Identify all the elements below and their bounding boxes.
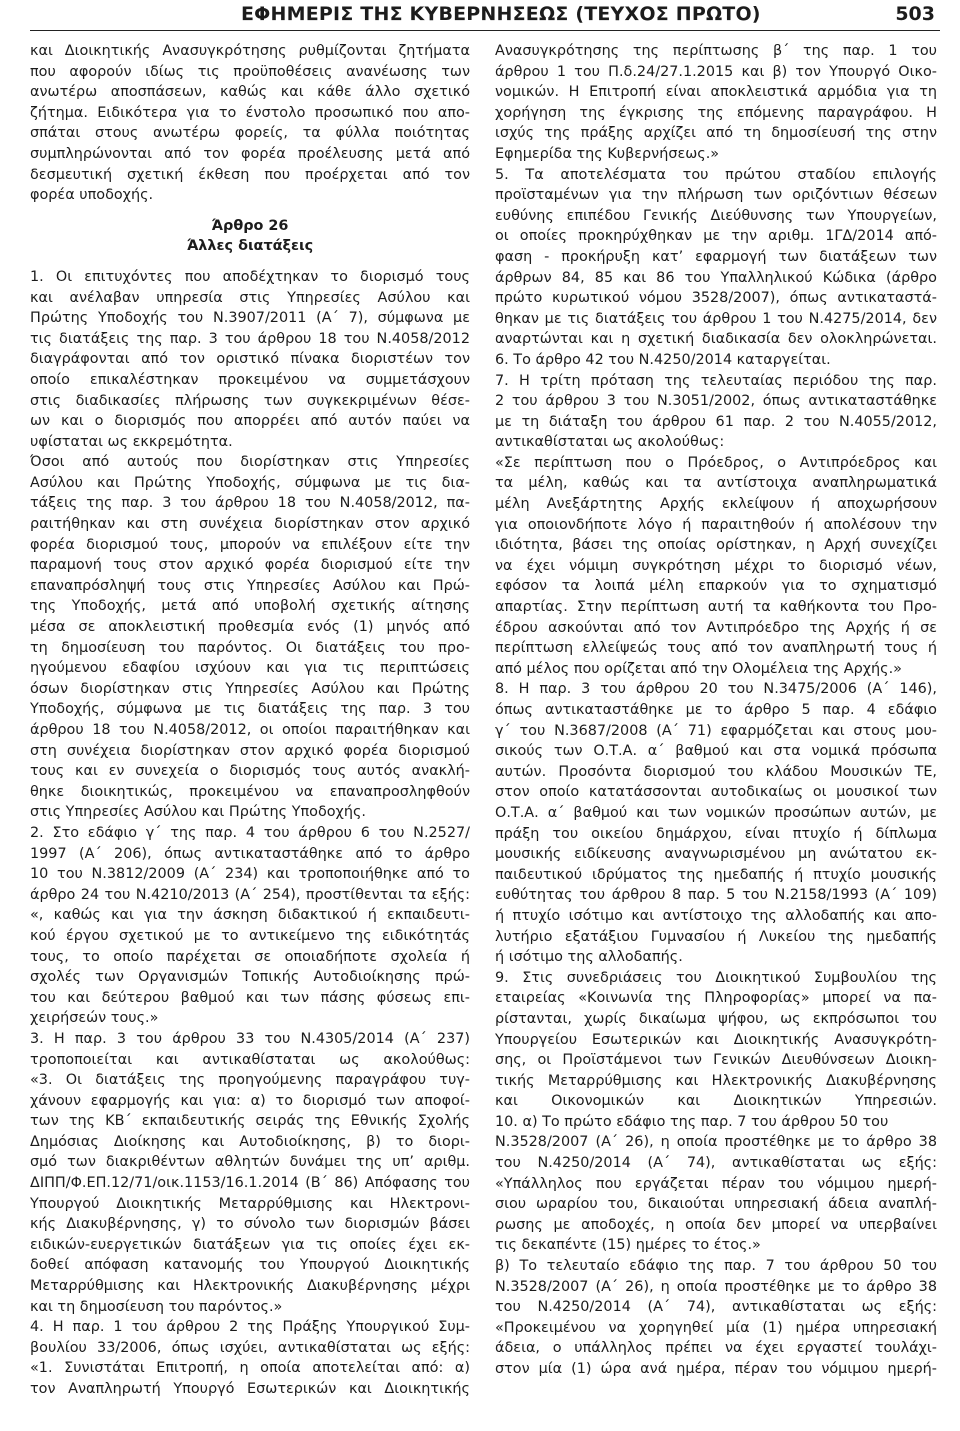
text-line: και Διοικητικής Ανασυγκρότησης ρυθμίζονται ζητήματα xyxy=(30,43,470,59)
text-line: δεσμευτική σχετική έκθεση που προέρχεται από τον xyxy=(30,166,470,183)
text-line: 5. Τα αποτελέσματα του πρώτου σταδίου επιλογής xyxy=(495,166,937,183)
text-line: Ανασυγκρότησης της περίπτωσης β΄ της παρ. 1 του xyxy=(495,43,937,59)
text-line: ανωτέρω αποσπάσεων, καθώς και κάθε άλλο σχετικό xyxy=(30,84,470,101)
text-line: πρώτο κυρωτικού νόμου 3528/2007), όπως αντικαταστά- xyxy=(495,290,937,307)
text-line: σης, οι Προϊστάμενοι των Γενικών Διευθύνσεων Διοικη- xyxy=(495,1052,937,1069)
text-line: ειδικών-ευεργετικών διατάξεων για τις οποίες έχει εκ- xyxy=(30,1236,470,1253)
text-line: ιδιότητα, βάσει της οποίας ορίστηκαν, η Αρχή συνεχίζει xyxy=(495,537,937,554)
text-line: κού έργου σχετικού με το αντικείμενο της ειδικότητάς xyxy=(30,927,470,944)
text-line: οι οποίες προκηρύχθηκαν με την αριθμ. 1ΓΔ/2014 από- xyxy=(495,228,937,245)
text-line: φορέα υποδοχής. xyxy=(30,187,154,204)
text-line: τις δεκαπέντε (15) ημέρες το έτος.» xyxy=(495,1237,761,1254)
text-line: εταιρείας «Κοινωνία της Πληροφορίας» μπορεί να πα- xyxy=(495,990,937,1007)
text-line: προϊσταμένων για την πλήρωση των οριζόντιων θέσεων xyxy=(495,187,937,204)
text-line: σικούς των Ο.Τ.Α. α΄ βαθμού και στα νομικά πρόσωπα xyxy=(495,743,937,760)
page-header xyxy=(0,0,960,32)
text-line: «, καθώς και για την άσκηση διδακτικού ή εκπαιδευτι- xyxy=(30,907,470,924)
text-line: Ν.3528/2007 (Α΄ 26), η οποία προστέθηκε με το άρθρο 38 xyxy=(495,1278,937,1295)
text-line: αναρτώνται και η σχετική διαδικασία δεν ολοκληρώνεται. xyxy=(495,331,937,348)
text-line: ή πτυχίο ισότιμο και αντίστοιχο της αλλοδαπής και απο- xyxy=(495,907,937,924)
text-line: του Ν.4250/2014 (Α΄ 74), αντικαθίσταται ως εξής: xyxy=(495,1155,937,1172)
text-line: «Υπάλληλος που εργάζεται πέραν του νόμιμου ημερή- xyxy=(495,1175,937,1192)
text-line: θηκαν με τις διατάξεις του άρθρου 1 του Ν.4275/2014, δεν xyxy=(495,310,937,327)
text-line: 10. α) Το πρώτο εδάφιο της παρ. 7 του άρθρου 50 του xyxy=(495,1113,889,1130)
text-line: τάξεις της παρ. 3 του άρθρου 18 του Ν.4058/2012, πα- xyxy=(30,495,470,512)
text-line: Δημόσιας Διοίκησης και Αυτοδιοίκησης, β) το διορι- xyxy=(30,1133,470,1150)
text-line: της Υποδοχής, μετά από υποβολή σχετικής αίτησης xyxy=(30,598,470,615)
text-line: τα μέλη, καθώς και τα αντίστοιχα αναπληρωματικά xyxy=(495,475,937,492)
text-line: τικής Μεταρρύθμισης και Ηλεκτρονικής Διακυβέρνησης xyxy=(495,1072,937,1089)
text-line: και ανέλαβαν υπηρεσία στις Υπηρεσίες Ασύλου και xyxy=(30,289,470,306)
text-line: άρθρου 18 του Ν.4058/2012, οι οποίοι παραιτήθηκαν και xyxy=(30,722,470,738)
text-line: παιδευτικού ιδρύματος της ημεδαπής ή πτυχίο μουσικής xyxy=(495,866,937,883)
text-line: και τη δημοσίευση του παρόντος.» xyxy=(30,1298,283,1315)
text-line: εφόσον τα λοιπά μέλη επαρκούν για το σχηματισμό xyxy=(495,578,937,595)
text-line: ζήτημα. Ειδικότερα για το ένστολο προσωπικό που απο- xyxy=(30,104,470,121)
text-line: για οποιονδήποτε λόγο ή παραιτηθούν ή απολέσουν την xyxy=(495,516,937,533)
text-line: περίπτωση ελλείψεώς τους από τον αναπληρωτή τους ή xyxy=(495,640,937,657)
text-line: επαναπρόσληψή τους στις Υπηρεσίες Ασύλου και Πρώ- xyxy=(30,577,470,594)
text-line: 2. Στο εδάφιο γ΄ της παρ. 4 του άρθρου 6 του Ν.2527/ xyxy=(30,824,470,841)
text-line: 6. Το άρθρο 42 του Ν.4250/2014 καταργείται. xyxy=(495,351,831,368)
text-line: έδρου ασκούνται από τον Αντιπρόεδρο της Αρχής ή σε xyxy=(495,619,937,636)
text-line: ή ισότιμο της αλλοδαπής. xyxy=(495,949,683,966)
text-line: παραμονή τους στον αρχικό φορέα διορισμού είτε την xyxy=(30,557,470,574)
text-line: μέλη Ανεξάρτητης Αρχής εκλείψουν ή αποχωρήσουν xyxy=(495,496,937,513)
text-line: χάνουν εφαρμογής και για: α) το διορισμό των αποφοί- xyxy=(30,1092,470,1109)
text-line: ηγούμενου εδαφίου ισχύουν και για τις περιπτώσεις xyxy=(30,660,470,677)
paragraph-spacer xyxy=(30,257,470,267)
text-line: Ασύλου και Πρώτης Υποδοχής, σύμφωνα με τις δια- xyxy=(30,474,470,491)
right-column xyxy=(495,41,937,1380)
text-line: στον μία (1) ώρα ανά ημέρα, πέραν του νόμιμου ημερή- xyxy=(495,1361,937,1377)
text-line: χορήγηση της έγκρισης της επόμενης παραγράφου. Η xyxy=(495,104,937,121)
text-line: βουλίου 33/2006, όπως ισχύει, αντικαθίσταται ως εξής: xyxy=(30,1339,470,1356)
text-line: ισχύς της πράξης αρχίζει από τη δημοσίευσή της στην xyxy=(495,125,937,142)
text-line: του Ν.4250/2014 (Α΄ 74), αντικαθίσταται ως εξής: xyxy=(495,1299,937,1316)
text-line: φορέα διορισμού τους, μπορούν να επιλέξουν είτε την xyxy=(30,536,470,553)
left-column xyxy=(30,41,470,1400)
text-line: που αφορούν ιδίως τις προϋποθέσεις ανανέωσης των xyxy=(30,63,470,80)
text-line: σμό των διακριθέντων αθλητών δυνάμει της υπ’ αριθμ. xyxy=(30,1154,470,1171)
text-line: στη συνέχεια διορίστηκαν στον αρχικό φορέα διορισμού xyxy=(30,742,470,759)
text-line: όπως αντικαταστάθηκε με το άρθρο 5 παρ. 4 εδάφιο xyxy=(495,702,937,718)
text-line: μέσα σε αποκλειστική προθεσμία ενός (1) μηνός από xyxy=(30,619,470,636)
article-heading: Άρθρο 26 xyxy=(211,217,289,234)
text-line: ραιτήθηκαν και στη συνέχεια διορίστηκαν στον αρχικό xyxy=(30,516,470,533)
text-line: άρθρων 84, 85 και 86 του Υπαλληλικού Κώδικα (άρθρο xyxy=(495,269,937,286)
text-line: υφίσταται ως εκκρεμότητα. xyxy=(30,433,233,450)
text-line: χειρήσεών τους.» xyxy=(30,1010,159,1027)
text-line: ευθύτητας του άρθρου 8 παρ. 5 του Ν.2158/1993 (Α΄ 109) xyxy=(495,887,937,904)
text-line: 10 του Ν.3812/2009 (Α΄ 234) και τροποποιήθηκε από το xyxy=(30,866,470,883)
text-line: «Σε περίπτωση που ο Πρόεδρος, ο Αντιπρόεδρος και xyxy=(495,454,937,471)
text-line: τον Αναπληρωτή Υπουργό Εσωτερικών και Διοικητικής xyxy=(30,1381,470,1397)
text-line: συμπληρώνονται από τον φορέα προέλευσης μετά από xyxy=(30,145,470,162)
text-line: Υπουργού Διοικητικής Μεταρρύθμισης και Ηλεκτρονι- xyxy=(30,1195,470,1212)
text-line: τους, το οποίο παρέχεται σε οποιαδήποτε σχολεία ή xyxy=(30,948,470,965)
text-line: άρθρου 1 του Π.δ.24/27.1.2015 και β) τον Υπουργό Οικο- xyxy=(495,63,937,80)
text-line: 1997 (Α΄ 206), όπως αντικαταστάθηκε από το άρθρο xyxy=(30,845,470,862)
text-line: απαρτίας. Στην περίπτωση αυτή τα καθήκοντα του Προ- xyxy=(495,599,937,616)
text-line: γ΄ του Ν.3687/2008 (Α΄ 71) εφαρμόζεται και στους μου- xyxy=(495,722,937,739)
text-line: τη δημοσίευση του παρόντος. Οι διατάξεις του προ- xyxy=(30,639,470,656)
text-line: όσων διορίστηκαν στις Υπηρεσίες Ασύλου και Πρώτης xyxy=(30,680,470,697)
text-line: τους και εν συνεχεία ο διορισμός τους αυτός ανακλή- xyxy=(30,763,470,780)
text-line: ΔΙΠΠ/Φ.ΕΠ.12/71/οικ.1153/16.1.2014 (Β΄ 86) Απόφασης του xyxy=(30,1175,470,1192)
text-line: του και δεύτερου βαθμού και των πάσης φύσεως επι- xyxy=(30,989,470,1006)
text-line: τροποποιείται και αντικαθίσταται ως ακολούθως: xyxy=(30,1051,470,1068)
text-line: Υπουργείου Εσωτερικών και Διοικητικής Ανασυγκρότη- xyxy=(495,1031,937,1048)
text-line: σχολές των Οργανισμών Τοπικής Αυτοδιοίκησης πρώ- xyxy=(30,969,470,986)
gazette-title: ΕΦΗΜΕΡΙΣ ΤΗΣ ΚΥΒΕΡΝΗΣΕΩΣ (ΤΕΥΧΟΣ ΠΡΩΤΟ) xyxy=(241,3,761,25)
text-line: ρίστανται, χωρίς δικαίωμα ψήφου, ως εκπρόσωποι του xyxy=(495,1010,937,1027)
text-line: να έχει νόμιμη συγκρότηση μέχρι το διορισμό νέων, xyxy=(495,557,937,574)
text-line: οποίο επικαλέστηκαν προκειμένου να συμμετάσχουν xyxy=(30,371,470,388)
text-line: 2 του άρθρου 3 του Ν.3051/2002, όπως αντικαταστάθηκε xyxy=(495,393,937,410)
text-line: Μεταρρύθμισης και Ηλεκτρονικής Διακυβέρνησης μέχρι xyxy=(30,1278,470,1295)
text-line: Ν.3528/2007 (Α΄ 26), η οποία προστέθηκε με το άρθρο 38 xyxy=(495,1134,937,1151)
text-line: των της ΚΒ΄ εκπαιδευτικής σειράς της Εθνικής Σχολής xyxy=(30,1113,470,1130)
text-line: αντικαθίσταται ως ακολούθως: xyxy=(495,434,725,451)
text-line: 8. Η παρ. 3 του άρθρου 20 του Ν.3475/2006 (Α΄ 146), xyxy=(495,681,937,698)
text-line: και Οικονομικών και Διοικητικών Υπηρεσιών. xyxy=(495,1093,937,1110)
text-line: 4. Η παρ. 1 του άρθρου 2 της Πράξης Υπουργικού Συμ- xyxy=(30,1319,470,1336)
text-line: μουσικής ειδίκευσης αναγνωρισμένου μη ανώτατου εκ- xyxy=(495,846,937,863)
text-line: σιου ωραρίου του, δικαιούται υπηρεσιακή άδεια αναπλή- xyxy=(495,1196,937,1213)
text-line: 7. Η τρίτη πρόταση της τελευταίας περιόδου της παρ. xyxy=(495,372,937,389)
text-line: τις διατάξεις της παρ. 3 του άρθρου 18 του Ν.4058/2012 xyxy=(30,330,470,347)
text-line: κής Διακυβέρνησης, γ) το σύνολο των διορισμών βάσει xyxy=(30,1216,470,1233)
text-line: «Προκειμένου να χορηγηθεί μία (1) ημέρα υπηρεσιακή xyxy=(495,1319,937,1336)
text-line: 3. Η παρ. 3 του άρθρου 33 του Ν.4305/2014 (Α΄ 237) xyxy=(30,1030,470,1047)
text-line: άδεια, ο υπάλληλος πρέπει να έχει εργαστεί τουλάχι- xyxy=(495,1340,937,1357)
text-line: ευθύνης επιπέδου Γενικής Διεύθυνσης των Υπουργείων, xyxy=(495,207,937,224)
paragraph-spacer xyxy=(30,206,470,216)
text-line: διαγράφονται από τον οριστικό πίνακα διοριστέων τον xyxy=(30,351,470,368)
text-line: ων και ο διορισμός που απορρέει από αυτόν παύει να xyxy=(30,413,470,430)
text-line: στον οποίο κατατάσσονται αυτοδικαίως οι μουσικοί των xyxy=(495,784,937,801)
text-line: 9. Στις συνεδριάσεις του Διοικητικού Συμβουλίου της xyxy=(495,969,937,986)
text-line: Υποδοχής, σύμφωνα με τις διατάξεις της παρ. 3 του xyxy=(30,701,470,718)
text-line: δοθεί απόφαση κατανομής του Υπουργού Διοικητικής xyxy=(30,1257,470,1274)
text-line: θηκε διοικητικώς, προκειμένου να επαναπροσληφθούν xyxy=(30,783,470,800)
article-heading: Άλλες διατάξεις xyxy=(186,238,314,255)
text-line: Ο.Τ.Α. α΄ βαθμού και των νομικών προσώπων αυτών, με xyxy=(495,804,937,821)
text-line: β) Το τελευταίο εδάφιο της παρ. 7 του άρθρου 50 του xyxy=(495,1258,937,1275)
text-line: ρωσης με αποδοχές, η οποία δεν μπορεί να υπερβαίνει xyxy=(495,1216,937,1233)
page-number: 503 xyxy=(895,3,935,25)
text-line: «3. Οι διατάξεις της προηγούμενης παραγράφου τυγ- xyxy=(30,1072,470,1089)
text-line: σπάται στους ανωτέρω φορείς, τα φύλλα ποιότητας xyxy=(30,125,470,142)
header-divider xyxy=(30,30,940,31)
text-line: 1. Οι επιτυχόντες που αποδέχτηκαν το διορισμό τους xyxy=(30,268,470,285)
text-line: άρθρο 24 του Ν.4210/2013 (Α΄ 254), προστίθενται τα εξής: xyxy=(30,886,470,903)
text-line: λυτήριο εξατάξιου Γυμνασίου ή Λυκείου της ημεδαπής xyxy=(495,928,937,945)
text-line: νομικών. Η Επιτροπή είναι αποκλειστικά αρμόδια για τη xyxy=(495,84,937,101)
text-line: «1. Συνιστάται Επιτροπή, η οποία αποτελείται από: α) xyxy=(30,1360,470,1377)
text-line: αυτών. Προσόντα διορισμού του κλάδου Μουσικών ΤΕ, xyxy=(495,763,937,780)
text-line: Πρώτης Υποδοχής του Ν.3907/2011 (Α΄ 7), σύμφωνα με xyxy=(30,310,470,327)
text-line: Όσοι από αυτούς που διορίστηκαν στις Υπηρεσίες xyxy=(30,454,470,471)
text-line: Εφημερίδα της Κυβερνήσεως.» xyxy=(495,145,720,162)
text-line: με τη διάταξη του άρθρου 61 παρ. 2 του Ν.4055/2012, xyxy=(495,413,937,430)
text-line: στις Υπηρεσίες Ασύλου και Πρώτης Υποδοχής. xyxy=(30,804,367,821)
text-line: από μέλος που ορίζεται από την Ολομέλεια της Αρχής.» xyxy=(495,660,902,677)
text-line: στις διαδικασίες πλήρωσης των συγκεκριμένων θέσε- xyxy=(30,392,470,409)
text-line: φαση - προκήρυξη κατ’ εφαρμογή των διατάξεων των xyxy=(495,248,937,265)
text-line: πράξη του οικείου δημάρχου, είναι πτυχίο ή δίπλωμα xyxy=(495,825,937,842)
